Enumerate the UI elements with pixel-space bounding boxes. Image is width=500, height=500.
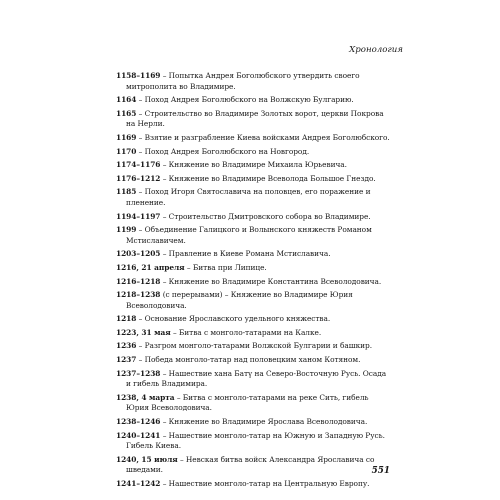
entry-date: 1203–1205 [116,249,161,259]
entry-text: – Разгром монголо-татарами Волжской Булгарии и башкир. [136,341,372,351]
chronology-entry [116,174,391,185]
entry-text: – Попытка Андрея Боголюбского утвердить своего митрополита во Владимире. [126,71,360,91]
chronology-entry [116,431,391,452]
chronology-entry [116,290,391,311]
chronology-entry [116,225,391,246]
chronology-entry [116,328,391,339]
entry-text: – Правление в Киеве Романа Мстиславича. [160,249,331,259]
entry-text: (с перерывами) – Княжение во Владимире Юрия Всеволодовича. [126,290,353,310]
entry-date: 1194–1197 [116,211,161,221]
chronology-entry [116,369,391,390]
entry-date: 1176–1212 [116,173,161,183]
chronology-list [116,71,391,493]
entry-date: 1170 [116,146,137,156]
entry-date: 1223, 31 мая [116,327,171,337]
entry-date: 1218–1238 [116,290,161,300]
entry-date: 1240, 15 июля [116,454,178,464]
running-head: Хронология [349,45,403,55]
entry-text: – Княжение во Владимире Ярослава Всеволодовича. [160,417,368,427]
chronology-entry [116,277,391,288]
entry-text: – Нашествие монголо-татар на Южную и Западную Русь. Гибель Киева. [126,430,385,451]
chronology-entry [116,109,391,130]
entry-date: 1238, 4 марта [116,392,175,402]
entry-date: 1218 [116,314,137,324]
entry-text: – Княжение во Владимире Константина Всеволодовича. [160,276,382,286]
chronology-entry [116,455,391,476]
entry-text: – Основание Ярославского удельного княжества. [136,314,331,324]
entry-text: – Строительство во Владимире Золотых ворот, церкви Покрова на Нерли. [126,108,384,129]
entry-text: – Взятие и разграбление Киева войсками Андрея Боголюбского. [136,132,390,142]
entry-date: 1240–1241 [116,430,161,440]
chronology-entry [116,71,391,92]
entry-date: 1169 [116,132,137,142]
chronology-entry [116,249,391,260]
chronology-entry [116,160,391,171]
entry-date: 1158–1169 [116,71,161,80]
entry-text: – Битва с монголо-татарами на Калке. [170,327,322,337]
chronology-entry [116,417,391,428]
entry-date: 1216–1218 [116,276,161,286]
entry-date: 1216, 21 апреля [116,262,185,272]
chronology-entry [116,393,391,414]
chronology-entry [116,263,391,274]
chronology-entry [116,95,391,106]
entry-text: – Битва с монголо-татарами на реке Сить, гибель Юрия Всеволодовича. [126,392,369,413]
entry-text: – Поход Андрея Боголюбского на Новгород. [136,146,310,156]
entry-date: 1164 [116,95,137,105]
entry-text: – Княжение во Владимире Всеволода Большое Гнездо. [160,173,376,183]
chronology-entry [116,341,391,352]
entry-text: – Битва при Липице. [184,262,267,272]
entry-date: 1238–1246 [116,417,161,427]
entry-text: – Нашествие монголо-татар на Центральную Европу. [160,479,370,488]
entry-date: 1165 [116,108,137,118]
entry-text: – Нашествие хана Батү на Северо-Восточную Русь. Осада и гибель Владимира. [126,368,387,389]
entry-date: 1174–1176 [116,160,161,170]
chronology-entry [116,133,391,144]
entry-date: 1199 [116,225,137,235]
chronology-entry [116,479,391,490]
chronology-entry [116,212,391,223]
entry-date: 1185 [116,187,137,197]
entry-text: – Строительство Дмитровского собора во Владимире. [160,211,371,221]
chronology-entry [116,314,391,325]
entry-text: – Поход Андрея Боголюбского на Волжскую Булгарию. [136,95,354,105]
entry-date: 1236 [116,341,137,351]
entry-text: – Победа монголо-татар над половецким ханом Котяном. [136,355,361,365]
chronology-entry [116,187,391,208]
entry-date: 1241–1242 [116,479,161,488]
entry-text: – Поход Игоря Святославича на половцев, его поражение и пленение. [126,187,371,207]
entry-text: – Княжение во Владимире Михаила Юрьевича. [160,160,347,170]
chronology-entry [116,355,391,366]
page-number: 551 [371,466,390,476]
chronology-entry [116,147,391,158]
entry-date: 1237–1238 [116,368,161,378]
entry-date: 1237 [116,355,137,365]
entry-text: – Невская битва войск Александра Ярославича со шведами. [126,454,375,475]
entry-text: – Объединение Галицкого и Волынского княжеств Романом Мстиславичем. [126,225,372,245]
